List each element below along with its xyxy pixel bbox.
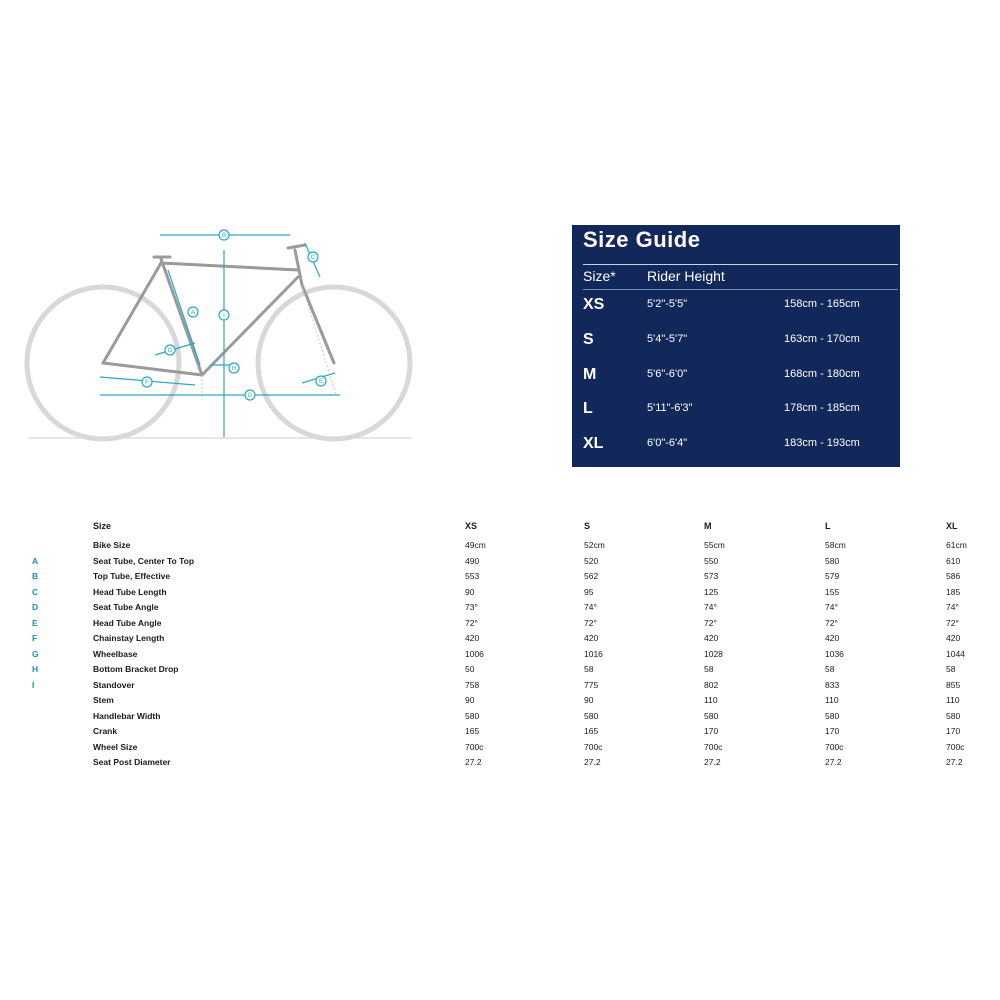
header-divider (583, 264, 898, 265)
height-imperial: 6'0"-6'4" (647, 437, 688, 449)
header-s: S (584, 521, 591, 531)
table-row (0, 584, 1000, 599)
table-row (0, 692, 1000, 707)
cell-value: 550 (704, 555, 719, 566)
cell-value: 802 (704, 679, 719, 690)
cell-value: 553 (465, 571, 480, 581)
cell-value: 1036 (825, 648, 844, 659)
height-metric: 178cm - 185cm (784, 402, 860, 414)
cell-value: 833 (825, 679, 840, 690)
dimension-letter: B (32, 571, 39, 581)
size-guide-row (572, 326, 900, 356)
dimension-label: Bike Size (93, 540, 131, 550)
dimension-letter: C (32, 586, 39, 597)
size-column-header: Size* (583, 268, 616, 284)
table-row (0, 568, 1000, 583)
cell-value: 27.2 (946, 757, 963, 767)
cell-value: 110 (946, 695, 960, 705)
table-row (0, 708, 1000, 723)
cell-value: 73° (465, 602, 478, 612)
cell-value: 185 (946, 586, 961, 597)
dimension-letter: A (32, 555, 39, 566)
cell-value: 170 (946, 726, 961, 736)
cell-value: 855 (946, 679, 961, 690)
cell-value: 74° (946, 602, 959, 612)
cell-value: 700c (465, 741, 484, 752)
dimension-label: Wheel Size (93, 741, 138, 752)
size-label: M (583, 366, 597, 383)
cell-value: 775 (584, 679, 599, 690)
header-xl: XL (946, 521, 958, 531)
dimension-letter: F (32, 633, 38, 643)
cell-value: 50 (465, 664, 475, 674)
cell-value: 27.2 (465, 757, 482, 767)
height-imperial: 5'2"-5'5" (647, 298, 688, 310)
size-label: S (583, 331, 594, 348)
height-metric: 158cm - 165cm (784, 298, 860, 310)
table-row (0, 537, 1000, 552)
cell-value: 580 (704, 710, 719, 721)
cell-value: 58 (825, 664, 835, 674)
cell-value: 520 (584, 555, 599, 566)
cell-value: 58cm (825, 540, 846, 550)
cell-value: 165 (584, 726, 599, 736)
cell-value: 420 (465, 633, 480, 643)
cell-value: 420 (825, 633, 840, 643)
table-header-row (0, 518, 1000, 533)
label-h: H (231, 366, 237, 372)
cell-value: 700c (825, 741, 844, 752)
label-a: A (190, 310, 196, 316)
cell-value: 90 (465, 695, 475, 705)
cell-value: 573 (704, 571, 719, 581)
cell-value: 579 (825, 571, 840, 581)
dimension-letter: G (32, 648, 39, 659)
cell-value: 586 (946, 571, 961, 581)
height-metric: 183cm - 193cm (784, 437, 860, 449)
dimension-letter: I (32, 679, 35, 690)
table-row (0, 661, 1000, 676)
cell-value: 490 (465, 555, 480, 566)
size-guide-row (572, 291, 900, 321)
table-row (0, 677, 1000, 692)
dimension-label: Head Tube Angle (93, 617, 162, 628)
label-e: E (318, 379, 324, 385)
dimension-label: Stem (93, 695, 114, 705)
dimension-label: Wheelbase (93, 648, 138, 659)
size-guide-row (572, 430, 900, 460)
cell-value: 170 (704, 726, 719, 736)
cell-value: 74° (584, 602, 597, 612)
table-row (0, 723, 1000, 738)
cell-value: 580 (825, 555, 840, 566)
dimension-label: Seat Tube Angle (93, 602, 159, 612)
label-g: G (247, 393, 253, 399)
dimension-label: Head Tube Length (93, 586, 167, 597)
cell-value: 49cm (465, 540, 486, 550)
table-row (0, 615, 1000, 630)
cell-value: 420 (704, 633, 719, 643)
table-row (0, 599, 1000, 614)
cell-value: 90 (465, 586, 475, 597)
cell-value: 700c (946, 741, 965, 752)
table-row (0, 754, 1000, 769)
cell-value: 700c (584, 741, 603, 752)
label-i: I (223, 313, 225, 319)
dimension-label: Crank (93, 726, 118, 736)
cell-value: 610 (946, 555, 961, 566)
label-b: B (221, 233, 227, 239)
cell-value: 165 (465, 726, 480, 736)
cell-value: 58 (946, 664, 956, 674)
cell-value: 170 (825, 726, 840, 736)
bike-frame (103, 245, 334, 375)
header-l: L (825, 521, 831, 531)
table-row (0, 739, 1000, 754)
dimension-label: Bottom Bracket Drop (93, 664, 179, 674)
size-guide-row (572, 361, 900, 391)
cell-value: 72° (825, 617, 838, 628)
cell-value: 90 (584, 695, 594, 705)
cell-value: 72° (704, 617, 717, 628)
cell-value: 72° (946, 617, 959, 628)
size-guide-panel (572, 225, 900, 467)
header-m: M (704, 521, 712, 531)
cell-value: 55cm (704, 540, 725, 550)
cell-value: 52cm (584, 540, 605, 550)
cell-value: 110 (704, 695, 718, 705)
cell-value: 700c (704, 741, 723, 752)
cell-value: 61cm (946, 540, 967, 550)
cell-value: 95 (584, 586, 594, 597)
cell-value: 420 (946, 633, 961, 643)
dimension-letter: E (32, 617, 38, 628)
cell-value: 74° (825, 602, 838, 612)
header-label: Size (93, 521, 112, 531)
cell-value: 27.2 (584, 757, 601, 767)
label-d: D (167, 348, 173, 354)
size-guide-row (572, 395, 900, 425)
cell-value: 580 (946, 710, 961, 721)
dimension-letter: H (32, 664, 39, 674)
dimension-label: Handlebar Width (93, 710, 161, 721)
cell-value: 27.2 (825, 757, 842, 767)
cell-value: 27.2 (704, 757, 721, 767)
size-guide-title: Size Guide (583, 227, 701, 252)
cell-value: 580 (584, 710, 599, 721)
size-label: XL (583, 435, 604, 452)
height-imperial: 5'4"-5'7" (647, 333, 688, 345)
cell-value: 125 (704, 586, 719, 597)
cell-value: 110 (825, 695, 839, 705)
cell-value: 580 (825, 710, 840, 721)
cell-value: 72° (465, 617, 478, 628)
label-c: C (310, 255, 316, 261)
table-row (0, 630, 1000, 645)
dimension-label: Seat Tube, Center To Top (93, 555, 195, 566)
dimension-label: Chainstay Length (93, 633, 165, 643)
table-row (0, 553, 1000, 568)
size-label: L (583, 400, 593, 417)
dimension-label: Top Tube, Effective (93, 571, 171, 581)
cell-value: 562 (584, 571, 599, 581)
dimension-letter: D (32, 602, 39, 612)
dimension-label: Standover (93, 679, 135, 690)
header-divider-bottom (583, 289, 898, 290)
height-imperial: 5'11"-6'3" (647, 402, 693, 414)
bike-geometry-diagram (20, 215, 420, 450)
cell-value: 155 (825, 586, 840, 597)
cell-value: 74° (704, 602, 717, 612)
rider-height-column-header: Rider Height (647, 268, 725, 284)
height-metric: 163cm - 170cm (784, 333, 860, 345)
cell-value: 758 (465, 679, 480, 690)
cell-value: 1028 (704, 648, 723, 659)
cell-value: 1016 (584, 648, 603, 659)
cell-value: 58 (584, 664, 594, 674)
label-f: F (145, 380, 149, 386)
height-imperial: 5'6"-6'0" (647, 368, 688, 380)
table-row (0, 646, 1000, 661)
size-label: XS (583, 296, 605, 313)
header-xs: XS (465, 521, 478, 531)
cell-value: 580 (465, 710, 480, 721)
cell-value: 1044 (946, 648, 965, 659)
cell-value: 420 (584, 633, 599, 643)
cell-value: 1006 (465, 648, 484, 659)
cell-value: 72° (584, 617, 597, 628)
cell-value: 58 (704, 664, 714, 674)
dimension-label: Seat Post Diameter (93, 757, 171, 767)
height-metric: 168cm - 180cm (784, 368, 860, 380)
